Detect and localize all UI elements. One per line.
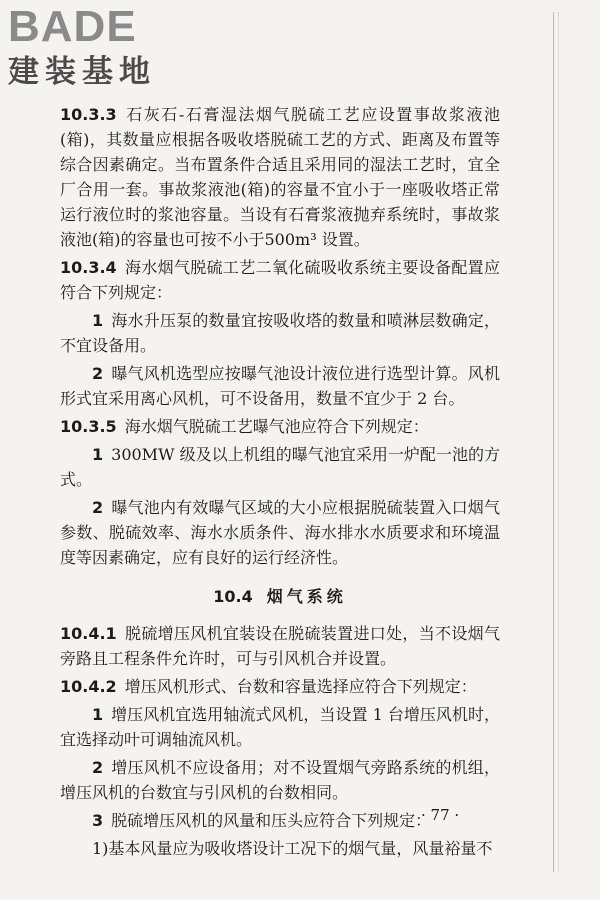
clause-item: [60, 308, 500, 358]
clause-item: [60, 495, 500, 570]
logo-title: BADE: [8, 2, 137, 51]
clause-10-4-1: [60, 621, 500, 671]
section-number: 10.4: [213, 587, 253, 606]
logo: [8, 2, 178, 90]
clause-10-4-2: [60, 674, 500, 699]
clause-text: 海水烟气脱硫工艺二氧化硫吸收系统主要设备配置应符合下列规定：: [60, 258, 500, 302]
page-edge-divider: [553, 12, 559, 872]
clause-item: [60, 755, 500, 805]
item-text: 海水升压泵的数量宜按吸收塔的数量和喷淋层数确定，不宜设备用。: [60, 311, 500, 355]
item-text: 增压风机宜选用轴流式风机，当设置 1 台增压风机时，宜选择动叶可调轴流风机。: [60, 705, 500, 749]
item-text: 300MW 级及以上机组的曝气池宜采用一炉配一池的方式。: [60, 445, 500, 489]
clause-item: [60, 361, 500, 411]
item-text: 曝气风机选型应按曝气池设计液位进行选型计算。风机形式宜采用离心风机，可不设备用，数量不宜少于 2 台。: [60, 364, 500, 408]
section-title: 烟气系统: [266, 587, 347, 606]
item-number: 2: [92, 758, 104, 777]
item-number: 2: [92, 364, 104, 383]
item-text: 曝气池内有效曝气区域的大小应根据脱硫装置入口烟气参数、脱硫效率、海水水质条件、海水排水水质要求和环境温度等因素确定，应有良好的运行经济性。: [60, 498, 500, 567]
clause-number: 10.4.2: [60, 677, 117, 696]
page-number: · 77 ·: [421, 806, 460, 824]
clause-text: 石灰石-石膏湿法烟气脱硫工艺应设置事故浆液池(箱)，其数量应根据各吸收塔脱硫工艺的方式、距离及布置等综合因素确定。当布置条件合适且采用同的湿法工艺时，宜全厂合用一套。事故浆液池(箱)的容量不宜小于一座吸收塔正常运行液位时的浆池容量。当设有石膏浆液抛弃系统时，事故浆液池(箱)的容量也可按不小于500m³ 设置。: [60, 105, 500, 249]
item-number: 1: [92, 705, 104, 724]
clause-number: 10.3.5: [60, 417, 117, 436]
item-text: 增压风机不应设备用；对不设置烟气旁路系统的机组，增压风机的台数宜与引风机的台数相同。: [60, 758, 500, 802]
clause-text: 海水烟气脱硫工艺曝气池应符合下列规定：: [124, 417, 429, 436]
section-heading: [60, 584, 500, 609]
item-text: 脱硫增压风机的风量和压头应符合下列规定：: [111, 811, 432, 830]
clause-10-3-3: [60, 102, 500, 252]
item-number: 1: [92, 445, 104, 464]
clause-number: 10.4.1: [60, 624, 117, 643]
clause-text: 脱硫增压风机宜装设在脱硫装置进口处，当不设烟气旁路且工程条件允许时，可与引风机合并设置。: [60, 624, 500, 668]
body-text: [60, 102, 500, 861]
item-number: 3: [92, 811, 104, 830]
clause-number: 10.3.3: [60, 105, 117, 124]
clause-item: [60, 442, 500, 492]
item-number: 2: [92, 498, 104, 517]
clause-text: 增压风机形式、台数和容量选择应符合下列规定：: [124, 677, 477, 696]
clause-10-3-4: [60, 255, 500, 305]
item-number: 1: [92, 311, 104, 330]
clause-subitem: [60, 836, 500, 861]
logo-subtitle: 建装基地: [8, 54, 156, 90]
clause-10-3-5: [60, 414, 500, 439]
subitem-number: 1): [92, 839, 109, 858]
subitem-text: 基本风量应为吸收塔设计工况下的烟气量，风量裕量不: [108, 839, 493, 858]
clause-number: 10.3.4: [60, 258, 117, 277]
clause-item: [60, 702, 500, 752]
